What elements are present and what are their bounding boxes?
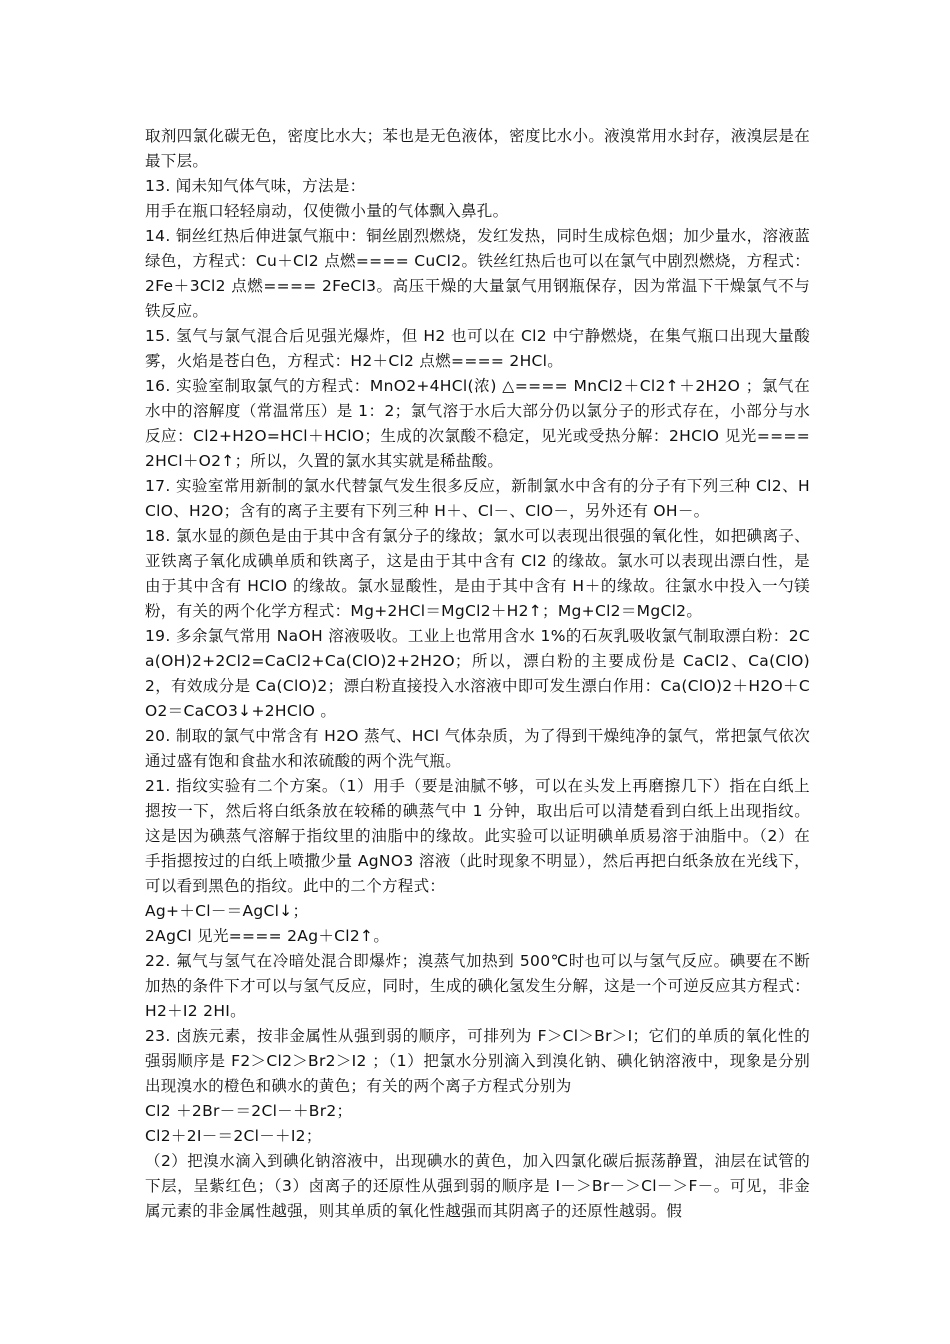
paragraph: 23. 卤族元素，按非金属性从强到弱的顺序，可排列为 F＞Cl＞Br＞I；它们的单质的氧化性的强弱顺序是 F2＞Cl2＞Br2＞I2 ；（1）把氯水分别滴入到溴化钠、碘化钠溶液中，现象是分别出现溴水的橙色和碘水的黄色；有关的两个离子方程式分别为 bbox=[145, 1027, 810, 1095]
paragraph: 17. 实验室常用新制的氯水代替氯气发生很多反应，新制氯水中含有的分子有下列三种 Cl2、HClO、H2O；含有的离子主要有下列三种 H＋、Cl－、ClO－，另外还有 OH－。 bbox=[145, 477, 810, 520]
equation-line: Cl2 ＋2Br－＝2Cl－＋Br2； bbox=[145, 1102, 353, 1120]
document-body bbox=[145, 124, 810, 1224]
paragraph: 15. 氢气与氯气混合后见强光爆炸，但 H2 也可以在 Cl2 中宁静燃烧，在集气瓶口出现大量酸雾，火焰是苍白色，方程式：H2＋Cl2 点燃==== 2HCl。 bbox=[145, 327, 810, 370]
equation-line: Ag+＋Cl－＝AgCl↓； bbox=[145, 902, 309, 920]
paragraph: 16. 实验室制取氯气的方程式：MnO2+4HCl(浓) △==== MnCl2＋Cl2↑＋2H2O ；氯气在水中的溶解度（常温常压）是 1：2；氯气溶于水后大部分仍以氯分子的形式存在，小部分与水反应：Cl2+H2O=HCl＋HClO；生成的次氯酸不稳定，见光或受热分解：2HClO 见光==== 2HCl＋O2↑；所以，久置的氯水其实就是稀盐酸。 bbox=[145, 377, 810, 470]
paragraph: 用手在瓶口轻轻扇动，仅使微小量的气体飘入鼻孔。 bbox=[145, 202, 509, 220]
paragraph: 22. 氟气与氢气在冷暗处混合即爆炸；溴蒸气加热到 500℃时也可以与氢气反应。碘要在不断加热的条件下才可以与氢气反应，同时，生成的碘化氢发生分解，这是一个可逆反应其方程式：H2＋I2 2HI。 bbox=[145, 952, 810, 1020]
paragraph: 20. 制取的氯气中常含有 H2O 蒸气、HCl 气体杂质，为了得到干燥纯净的氯气，常把氯气依次通过盛有饱和食盐水和浓硫酸的两个洗气瓶。 bbox=[145, 727, 810, 770]
paragraph: 13. 闻未知气体气味，方法是： bbox=[145, 177, 366, 195]
paragraph: 14. 铜丝红热后伸进氯气瓶中：铜丝剧烈燃烧，发红发热，同时生成棕色烟；加少量水，溶液蓝绿色，方程式：Cu＋Cl2 点燃==== CuCl2。铁丝红热后也可以在氯气中剧烈燃烧，方程式：2Fe＋3Cl2 点燃==== 2FeCl3。高压干燥的大量氯气用钢瓶保存，因为常温下干燥氯气不与铁反应。 bbox=[145, 227, 810, 320]
paragraph: 18. 氯水显的颜色是由于其中含有氯分子的缘故；氯水可以表现出很强的氧化性，如把碘离子、亚铁离子氧化成碘单质和铁离子，这是由于其中含有 Cl2 的缘故。氯水可以表现出漂白性，是由于其中含有 HClO 的缘故。氯水显酸性，是由于其中含有 H＋的缘故。往氯水中投入一勺镁粉，有关的两个化学方程式：Mg+2HCl＝MgCl2＋H2↑；Mg+Cl2＝MgCl2。 bbox=[145, 527, 810, 620]
paragraph: 21. 指纹实验有二个方案。（1）用手（要是油腻不够，可以在头发上再磨擦几下）指在白纸上摁按一下，然后将白纸条放在较稀的碘蒸气中 1 分钟，取出后可以清楚看到白纸上出现指纹。这是因为碘蒸气溶解于指纹里的油脂中的缘故。此实验可以证明碘单质易溶于油脂中。（2）在手指摁按过的白纸上喷撒少量 AgNO3 溶液（此时现象不明显），然后再把白纸条放在光线下，可以看到黑色的指纹。此中的二个方程式： bbox=[145, 777, 810, 895]
paragraph: 19. 多余氯气常用 NaOH 溶液吸收。工业上也常用含水 1%的石灰乳吸收氯气制取漂白粉：2Ca(OH)2+2Cl2=CaCl2+Ca(ClO)2+2H2O；所以，漂白粉的主要成份是 CaCl2、Ca(ClO)2，有效成分是 Ca(ClO)2；漂白粉直接投入水溶液中即可发生漂白作用：Ca(ClO)2＋H2O＋CO2＝CaCO3↓+2HClO 。 bbox=[145, 627, 810, 720]
equation-line: Cl2＋2I－＝2Cl－＋I2； bbox=[145, 1127, 322, 1145]
equation-line: 2AgCl 见光==== 2Ag＋Cl2↑。 bbox=[145, 927, 390, 945]
paragraph: 取剂四氯化碳无色，密度比水大；苯也是无色液体，密度比水小。液溴常用水封存，液溴层是在最下层。 bbox=[145, 127, 810, 170]
paragraph: （2）把溴水滴入到碘化钠溶液中，出现碘水的黄色，加入四氯化碳后振荡静置，油层在试管的下层，呈紫红色；（3）卤离子的还原性从强到弱的顺序是 I－＞Br－＞Cl－＞F－。可见，非金属元素的非金属性越强，则其单质的氧化性越强而其阴离子的还原性越弱。假 bbox=[145, 1152, 810, 1220]
